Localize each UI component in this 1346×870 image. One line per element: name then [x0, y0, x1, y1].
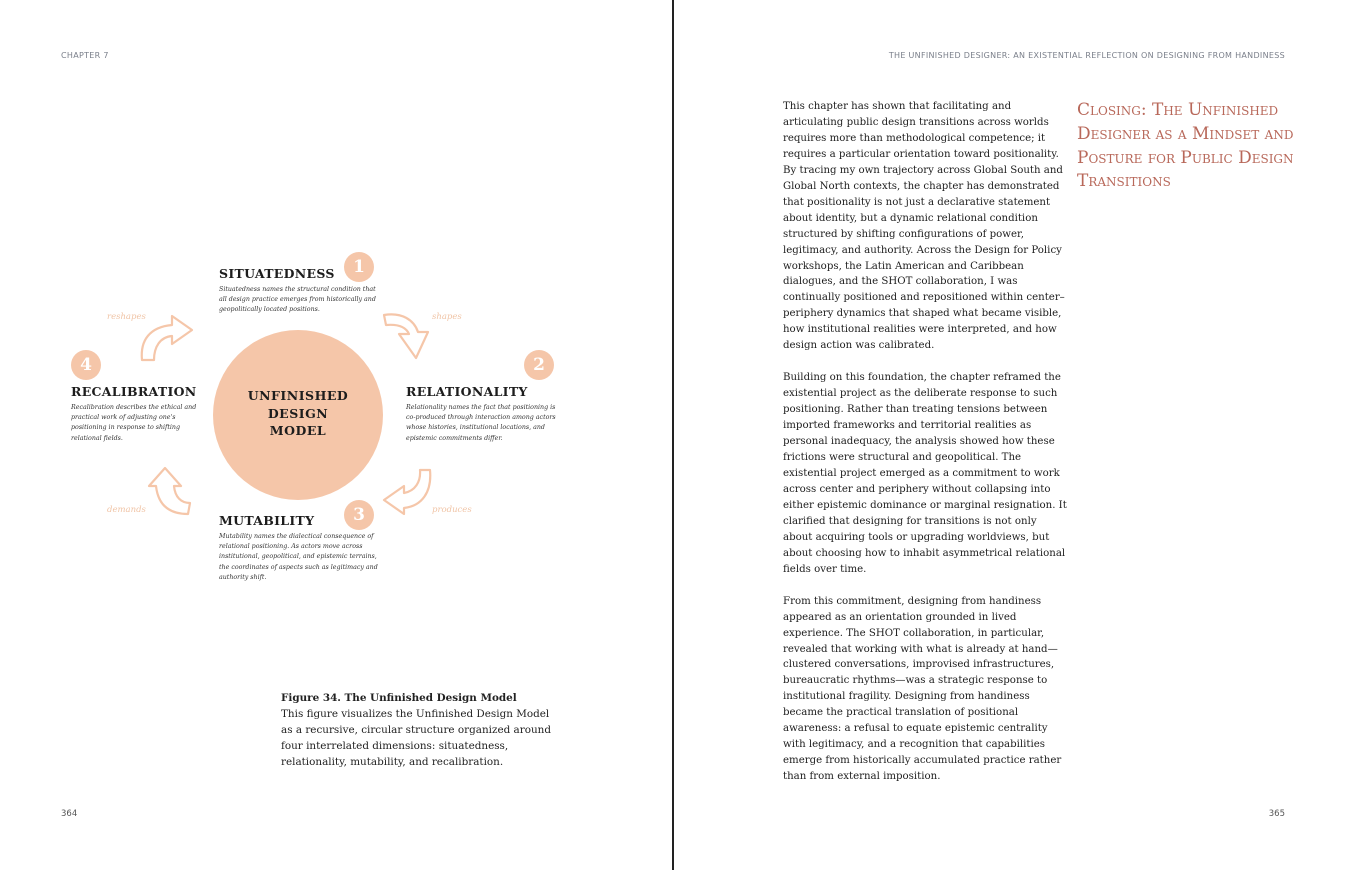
dimension-title-relationality: RELATIONALITY [406, 384, 528, 399]
left-page [0, 0, 672, 870]
dimension-title-mutability: MUTABILITY [219, 513, 315, 528]
center-label-line-3: MODEL [269, 423, 327, 438]
running-head-left: CHAPTER 7 [61, 51, 109, 60]
dimension-desc-recalibration: Recalibration describes the ethical and practical work of adjusting one's positioning in response to shifting relational fields. [71, 404, 197, 442]
number-badge-2: 2 [524, 350, 554, 380]
number-badge-4: 4 [71, 350, 101, 380]
paragraph: From this commitment, designing from handiness appeared as an orientation grounded in lived experience. The SHOT collaboration, in particular, revealed that working with what is already at hand—clustered conversations, improvised infrastructures, bureaucratic rhythms—was a strategic response to institutional fragility. Designing from handiness became the practical translation of positional awareness: a refusal to equate epistemic centrality with legitimacy, and a recognition that capabilities emerge from historically accumulated practice rather than from external imposition. [783, 595, 1062, 783]
reshapes-arrow-icon [142, 316, 192, 360]
flow-label-reshapes: reshapes [107, 312, 146, 322]
dimension-desc-relationality: Relationality names the fact that positioning is co-produced through interaction among actors whose histories, institutional locations, and epistemic commitments differ. [406, 404, 556, 442]
flow-label-demands: demands [107, 505, 146, 515]
section-heading: Closing: The Unfinished Designer as a Mindset and Posture for Public Design Transitions [1077, 100, 1294, 192]
number-badge-3: 3 [344, 500, 374, 530]
page-number-right: 365 [1268, 809, 1285, 819]
demands-arrow-icon [149, 468, 190, 514]
page-number-left: 364 [61, 809, 78, 819]
flow-label-produces: produces [432, 505, 472, 515]
flow-label-shapes: shapes [432, 312, 462, 322]
dimension-title-situatedness: SITUATEDNESS [219, 266, 335, 281]
center-label-line-2: DESIGN [267, 405, 329, 421]
shapes-arrow-icon [384, 314, 428, 358]
page-gutter [672, 0, 674, 870]
paragraph: This chapter has shown that facilitating and articulating public design transitions across worlds requires more than methodological competence; it requires a particular orientation toward positionality. By tracing my own trajectory across Global South and Global North contexts, the chapter has demonstrated that positionality is not just a declarative statement about identity, but a dynamic relational condition structured by shifting configurations of power, legitimacy, and authority. Across the Design for Policy workshops, the Latin American and Caribbean dialogues, and the SHOT collaboration, I was continually positioned and repositioned within center–periphery dynamics that shaped what became visible, how institutional realities were interpreted, and how design action was calibrated. [783, 101, 1065, 352]
body-text [783, 99, 1069, 801]
figure-caption [281, 690, 561, 770]
dimension-desc-mutability: Mutability names the dialectical consequence of relational positioning. As actors move across institutional, geopolitical, and epistemic terrains, the coordinates of aspects such as legitimacy and authority shift. [219, 533, 378, 581]
caption-title: Figure 34. The Unfinished Design Model [281, 692, 517, 704]
running-head-right: THE UNFINISHED DESIGNER: AN EXISTENTIAL REFLECTION ON DESIGNING FROM HANDINESS [888, 51, 1285, 60]
paragraph: Building on this foundation, the chapter reframed the existential project as the deliberate response to such positioning. Rather than treating tensions between imported frameworks and territorial realities as personal inadequacy, the analysis showed how these frictions were structural and geopolitical. The existential project emerged as a commitment to work across center and periphery without collapsing into either epistemic dominance or marginal resignation. It clarified that designing for transitions is not only about acquiring tools or upgrading worldviews, but about choosing how to inhabit asymmetrical relational fields over time. [783, 372, 1067, 575]
center-label-line-1: UNFINISHED [247, 388, 349, 403]
dimension-desc-situatedness: Situatedness names the structural condition that all design practice emerges from historically and geopolitically located positions. [219, 286, 376, 314]
model-center-label [213, 387, 383, 440]
caption-text: This figure visualizes the Unfinished Design Model as a recursive, circular structure organized around four interrelated dimensions: situatedness, relationality, mutability, and recalibration. [281, 708, 551, 768]
produces-arrow-icon [384, 470, 430, 514]
dimension-title-recalibration: RECALIBRATION [71, 384, 197, 399]
number-badge-1: 1 [344, 252, 374, 282]
right-page [675, 0, 1346, 870]
